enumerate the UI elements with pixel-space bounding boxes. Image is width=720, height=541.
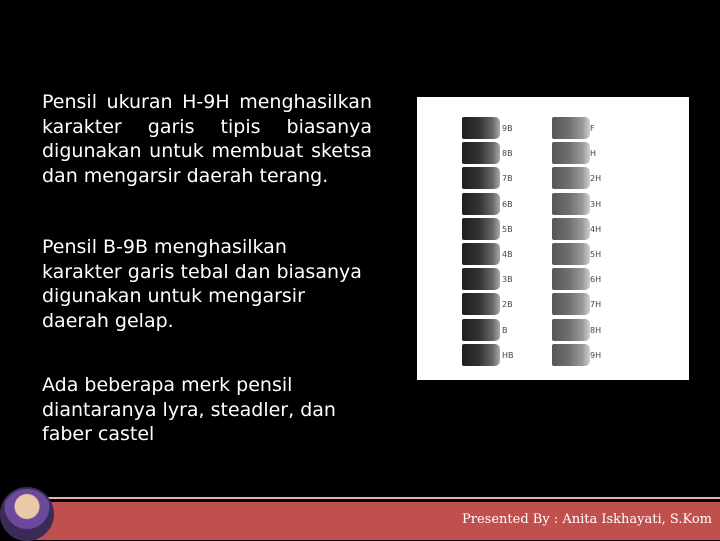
grade-label-4b: 4B — [502, 250, 513, 259]
grade-label-8b: 8B — [502, 149, 513, 159]
swatch-9b — [462, 117, 500, 139]
swatch-3h — [552, 193, 590, 215]
presenter-credit: Presented By : Anita Iskhayati, S.Kom — [462, 512, 712, 527]
grade-label-4h: 4H — [590, 224, 602, 234]
swatch-7h — [552, 293, 590, 315]
grade-label-9b: 9B — [502, 124, 513, 133]
grade-label-3h: 3H — [590, 199, 602, 209]
grade-label-5h: 5H — [590, 250, 602, 259]
grade-label-9h: 9H — [590, 350, 602, 360]
paragraph-pencil-brands: Ada beberapa merk pensil diantaranya lyra, steadler, dan faber castel — [42, 374, 336, 445]
footer-bar — [36, 502, 720, 540]
grade-label-hb: HB — [502, 350, 514, 360]
grade-label-2b: 2B — [502, 300, 513, 310]
swatch-b — [462, 319, 500, 341]
grade-label-f: F — [590, 124, 595, 133]
swatch-6b — [462, 193, 500, 215]
swatch-6h — [552, 268, 590, 290]
swatch-h — [552, 142, 590, 164]
grade-label-5b: 5B — [502, 224, 513, 234]
swatch-f — [552, 117, 590, 139]
grade-label-8h: 8H — [590, 325, 602, 335]
pencil-grade-chart — [417, 97, 689, 380]
grade-label-b: B — [502, 325, 508, 335]
grade-label-6h: 6H — [590, 275, 602, 285]
swatch-4h — [552, 218, 590, 240]
swatch-2b — [462, 293, 500, 315]
swatch-8h — [552, 319, 590, 341]
swatch-2h — [552, 167, 590, 189]
swatch-8b — [462, 142, 500, 164]
swatch-9h — [552, 344, 590, 366]
swatch-5b — [462, 218, 500, 240]
paragraph-h-pencils: Pensil ukuran H-9H menghasilkan karakter garis tipis biasanya digunakan untuk membuat sketsa dan mengarsir daerah terang. — [42, 91, 372, 187]
grade-label-2h: 2H — [590, 174, 602, 184]
paragraph-b-pencils: Pensil B-9B menghasilkan karakter garis tebal dan biasanya digunakan untuk mengarsir daerah gelap. — [42, 236, 362, 332]
grade-label-7b: 7B — [502, 174, 513, 184]
presenter-avatar — [0, 487, 54, 541]
swatch-7b — [462, 167, 500, 189]
swatch-hb — [462, 344, 500, 366]
grade-label-3b: 3B — [502, 275, 513, 285]
grade-label-h: H — [590, 149, 597, 159]
swatch-3b — [462, 268, 500, 290]
grade-label-6b: 6B — [502, 199, 513, 209]
swatch-5h — [552, 243, 590, 265]
swatch-4b — [462, 243, 500, 265]
grade-label-7h: 7H — [590, 300, 602, 310]
footer-divider — [36, 497, 720, 499]
